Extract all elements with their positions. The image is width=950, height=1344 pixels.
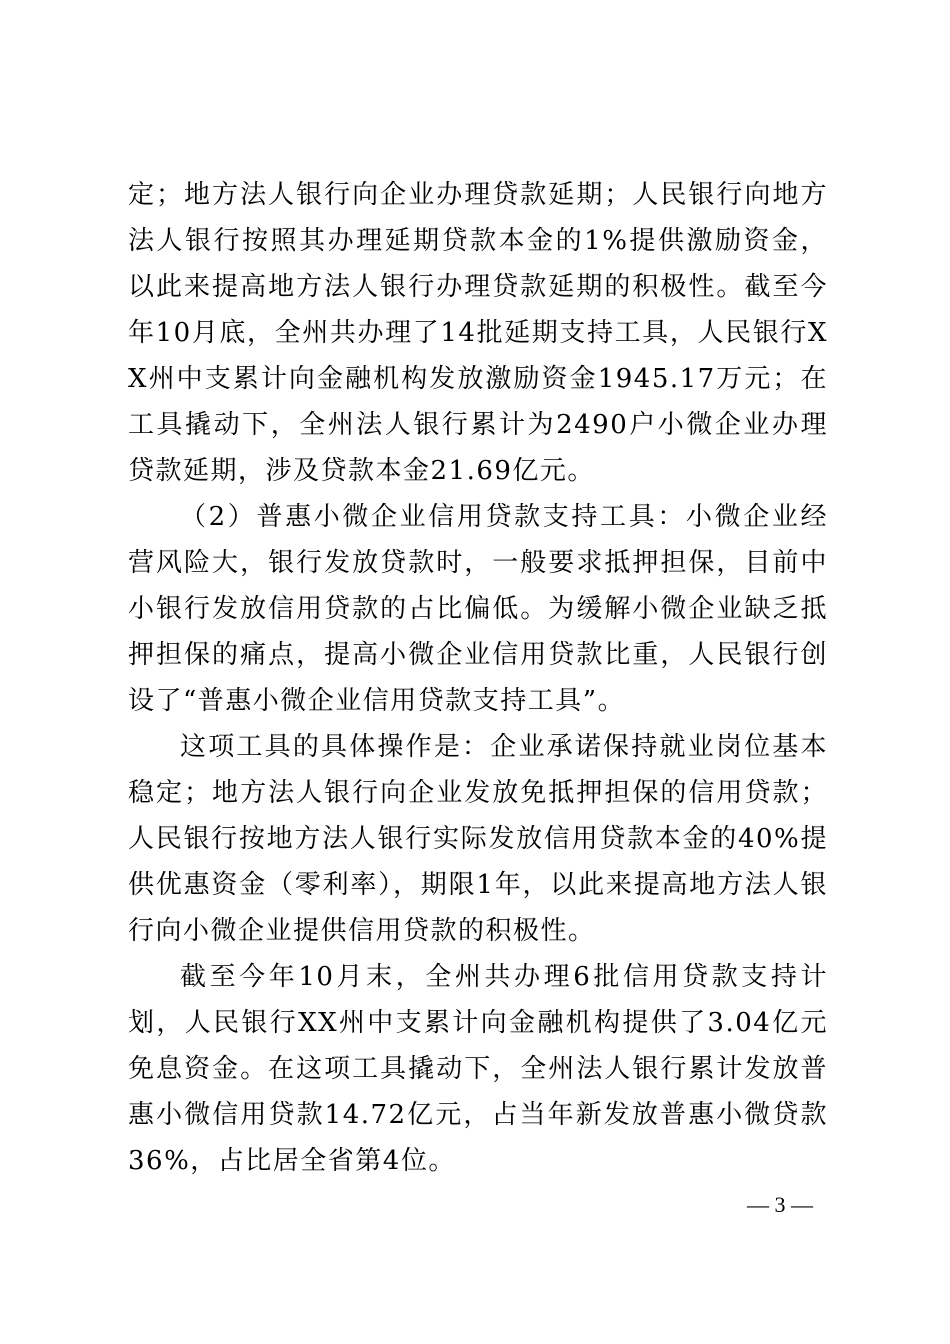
paragraph-credit-tool-operation: 这项工具的具体操作是：企业承诺保持就业岗位基本稳定；地方法人银行向企业发放免抵押担保的信用贷款；人民银行按地方法人银行实际发放信用贷款本金的40%提供优惠资金（零利率），期限1年，以此来提高地方法人银行向小微企业提供信用贷款的积极性。 [128, 732, 828, 946]
document-body [128, 172, 828, 1184]
paragraph-credit-tool-intro: （2）普惠小微企业信用贷款支持工具：小微企业经营风险大，银行发放贷款时，一般要求抵押担保，目前中小银行发放信用贷款的占比偏低。为缓解小微企业缺乏抵押担保的痛点，提高小微企业信用贷款比重，人民银行创设了“普惠小微企业信用贷款支持工具”。 [128, 502, 828, 716]
paragraph-credit-tool-results: 截至今年10月末，全州共办理6批信用贷款支持计划，人民银行XX州中支累计向金融机构提供了3.04亿元免息资金。在这项工具撬动下，全州法人银行累计发放普惠小微信用贷款14.72亿元，占当年新发放普惠小微贷款36%，占比居全省第4位。 [128, 962, 828, 1176]
page-number: — 3 — [747, 1192, 813, 1217]
paragraph-continuation: 定；地方法人银行向企业办理贷款延期；人民银行向地方法人银行按照其办理延期贷款本金的1%提供激励资金，以此来提高地方法人银行办理贷款延期的积极性。截至今年10月底，全州共办理了14批延期支持工具，人民银行XX州中支累计向金融机构发放激励资金1945.17万元；在工具撬动下，全州法人银行累计为2490户小微企业办理贷款延期，涉及贷款本金21.69亿元。 [128, 180, 828, 486]
